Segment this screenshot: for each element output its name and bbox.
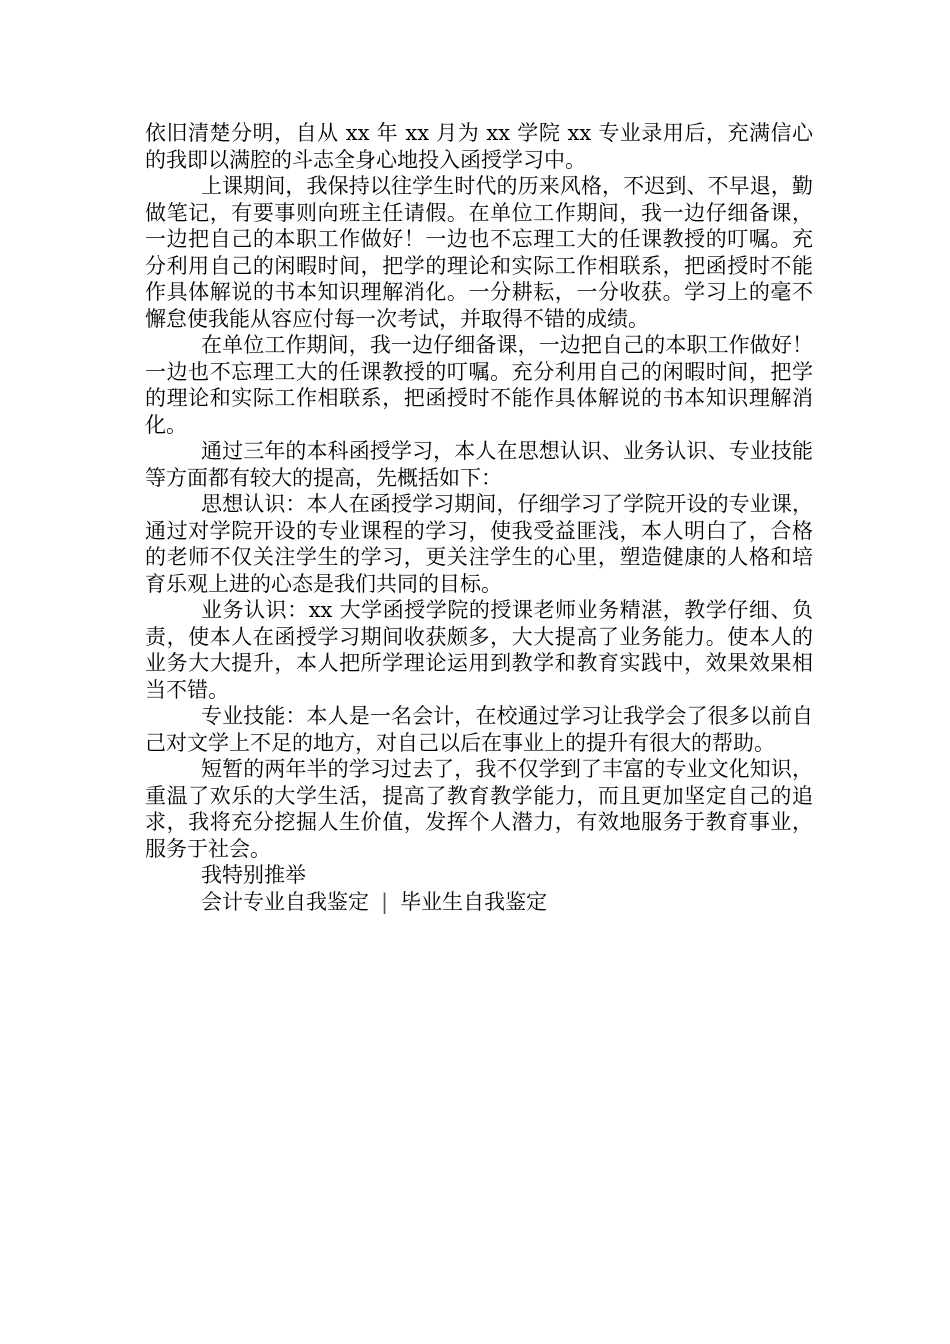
paragraph: 短暂的两年半的学习过去了，我不仅学到了丰富的专业文化知识，重温了欢乐的大学生活，提高了教育教学能力，而且更加坚定自己的追求，我将充分挖掘人生价值，发挥个人潜力，有效地服务于教育事业，服务于社会。 — [145, 757, 813, 861]
link-accounting-self-assessment[interactable]: 会计专业自我鉴定 — [201, 889, 369, 914]
paragraph: 在单位工作期间，我一边仔细备课，一边把自己的本职工作做好！一边也不忘理工大的任课教授的叮嘱。充分利用自己的闲暇时间，把学的理论和实际工作相联系，把函授时不能作具体解说的书本知识理解消化。 — [145, 333, 813, 437]
paragraph: 上课期间，我保持以往学生时代的历来风格，不迟到、不早退，勤做笔记，有要事则向班主任请假。在单位工作期间，我一边仔细备课，一边把自己的本职工作做好！一边也不忘理工大的任课教授的叮嘱。充分利用自己的闲暇时间，把学的理论和实际工作相联系，把函授时不能作具体解说的书本知识理解消化。一分耕耘，一分收获。学习上的毫不懈怠使我能从容应付每一次考试，并取得不错的成绩。 — [145, 174, 813, 331]
document-body — [145, 120, 813, 915]
paragraph: 通过三年的本科函授学习，本人在思想认识、业务认识、专业技能等方面都有较大的提高，先概括如下： — [145, 439, 813, 490]
link-separator: | — [381, 889, 389, 914]
related-links — [145, 889, 813, 916]
link-graduate-self-assessment[interactable]: 毕业生自我鉴定 — [400, 889, 548, 914]
paragraph: 思想认识：本人在函授学习期间，仔细学习了学院开设的专业课，通过对学院开设的专业课程的学习，使我受益匪浅，本人明白了，合格的老师不仅关注学生的学习，更关注学生的心里，塑造健康的人格和培育乐观上进的心态是我们共同的目标。 — [145, 492, 813, 596]
paragraph: 业务认识：xx 大学函授学院的授课老师业务精湛，教学仔细、负责，使本人在函授学习期间收获颇多，大大提高了业务能力。使本人的业务大大提升，本人把所学理论运用到教学和教育实践中，效果效果相当不错。 — [145, 598, 813, 702]
recommend-label: 我特别推举 — [201, 863, 306, 887]
paragraph: 专业技能：本人是一名会计，在校通过学习让我学会了很多以前自己对文学上不足的地方，对自己以后在事业上的提升有很大的帮助。 — [145, 704, 813, 755]
paragraph: 依旧清楚分明，自从 xx 年 xx 月为 xx 学院 xx 专业录用后，充满信心的我即以满腔的斗志全身心地投入函授学习中。 — [145, 121, 813, 172]
